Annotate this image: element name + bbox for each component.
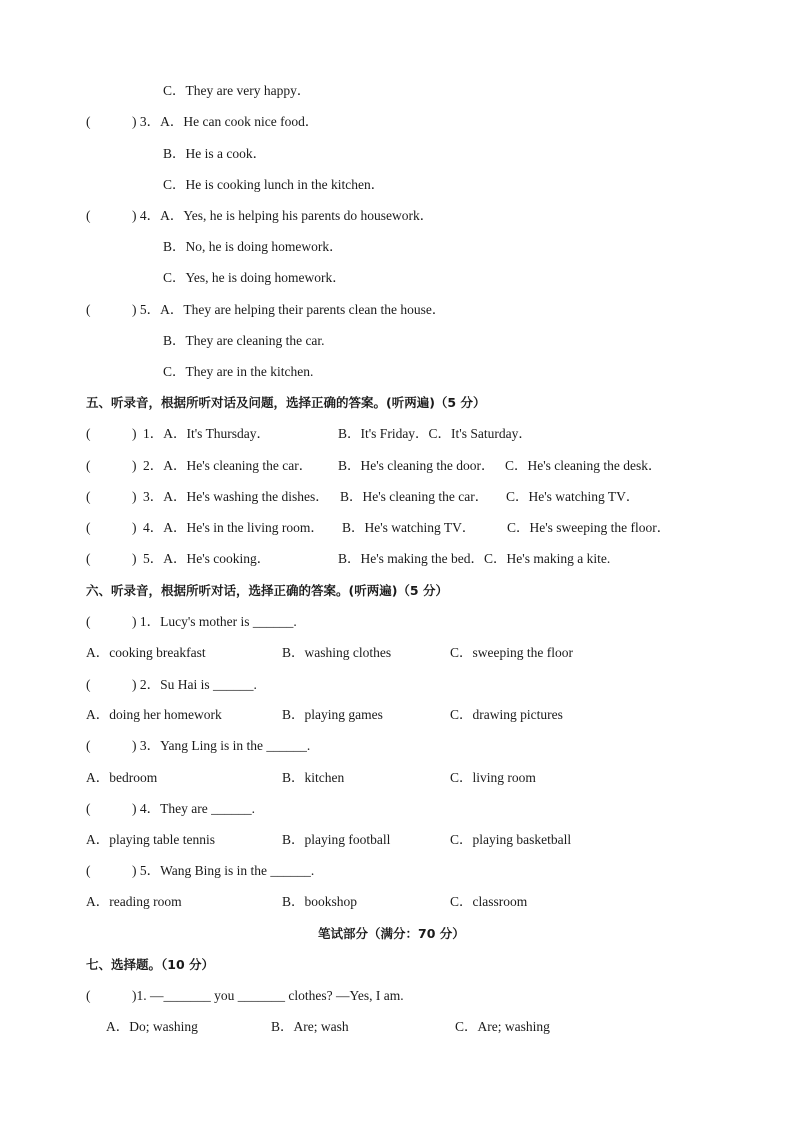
s6-q1-option-c: C．sweeping the floor <box>450 645 573 660</box>
option-b: B．He is a cook． <box>163 146 267 161</box>
question-4-5-stem <box>132 302 445 318</box>
s5-q5-option-a: 5．A．He's cooking． <box>143 551 271 566</box>
option-a: 3．A．He can cook nice food． <box>139 114 319 129</box>
s5-q5-option-b: B．He's making the bed．C．He's making a kite. <box>338 551 611 566</box>
s5-q5-close: ) <box>132 551 137 566</box>
s6-q1-option-b: B．washing clothes <box>282 645 392 660</box>
s6-q4-option-b: B．playing football <box>282 832 391 847</box>
option-c: C．They are very happy． <box>163 83 311 98</box>
s5-q4-paren[interactable]: ( <box>86 520 91 535</box>
s7-q1-option-a: A．Do; washing <box>106 1019 198 1034</box>
s5-q2-option-b: B．He's cleaning the door． <box>338 458 495 473</box>
s5-q1-paren[interactable]: ( <box>86 426 91 441</box>
s6-q3-text: 3．Yang Ling is in the ______. <box>139 738 311 753</box>
s6-q2-paren[interactable]: ( <box>86 677 91 692</box>
option-a: 5．A．They are helping their parents clean the house． <box>139 302 446 317</box>
answer-paren-close: ) <box>132 302 137 317</box>
s6-q1-text: 1．Lucy's mother is ______. <box>139 614 297 629</box>
s6-q2-option-c: C．drawing pictures <box>450 707 563 722</box>
s6-q1-stem: ) 1．Lucy's mother is ______. <box>132 614 297 629</box>
s6-q2-stem: ) 2．Su Hai is ______. <box>132 677 257 692</box>
s7-q1-option-c: C．Are; washing <box>455 1019 550 1034</box>
s6-q3-option-a: A．bedroom <box>86 770 158 785</box>
s6-q4-stem: ) 4．They are ______. <box>132 801 255 816</box>
question-4-4-stem <box>132 208 433 224</box>
question-4-3-stem <box>132 114 318 130</box>
s7-q1-text: 1. —_______ you _______ clothes? —Yes, I am. <box>136 988 404 1003</box>
s6-q3-stem: ) 3．Yang Ling is in the ______. <box>132 738 311 753</box>
question-4-3 <box>86 114 91 130</box>
s5-q1-option-b: B．It's Friday．C．It's Saturday． <box>338 426 532 441</box>
s6-q5-text: 5．Wang Bing is in the ______. <box>139 863 315 878</box>
section-5-heading: 五、听录音，根据所听对话及问题，选择正确的答案。(听两遍)（5 分） <box>86 395 486 410</box>
s5-q2-close: ) <box>132 458 137 473</box>
s6-q4-text: 4．They are ______. <box>139 801 255 816</box>
s5-q2-paren[interactable]: ( <box>86 458 91 473</box>
s5-q1-close: ) <box>132 426 137 441</box>
s6-q5-option-c: C．classroom <box>450 894 528 909</box>
s5-q2-option-c: C．He's cleaning the desk． <box>505 458 662 473</box>
s5-q3-option-c: C．He's watching TV． <box>506 489 640 504</box>
s5-q4-option-c: C．He's sweeping the floor． <box>507 520 671 535</box>
question-4-4[interactable]: ( <box>86 208 91 223</box>
answer-paren-close: ) <box>132 114 137 129</box>
option-b: B．No, he is doing homework． <box>163 239 343 254</box>
section-6-heading: 六、听录音，根据所听对话，选择正确的答案。(听两遍)（5 分） <box>86 583 448 598</box>
answer-paren-open[interactable]: ( <box>86 114 91 129</box>
s6-q2-option-b: B．playing games <box>282 707 383 722</box>
s6-q3-paren[interactable]: ( <box>86 738 91 753</box>
s6-q1-paren[interactable]: ( <box>86 614 91 629</box>
s5-q3-option-b: B．He's cleaning the car． <box>340 489 489 504</box>
s5-q4-option-b: B．He's watching TV． <box>342 520 476 535</box>
s7-q1-option-b: B．Are; wash <box>271 1019 349 1034</box>
s6-q3-option-b: B．kitchen <box>282 770 345 785</box>
s6-q5-stem: ) 5．Wang Bing is in the ______. <box>132 863 315 878</box>
s6-q5-option-b: B．bookshop <box>282 894 358 909</box>
section-7-heading: 七、选择题。（10 分） <box>86 957 214 972</box>
s6-q4-paren[interactable]: ( <box>86 801 91 816</box>
s7-q1-stem: )1. —_______ you _______ clothes? —Yes, I am. <box>132 988 404 1003</box>
option-a: 4．A．Yes, he is helping his parents do housework． <box>139 208 434 223</box>
s5-q3-option-a: 3．A．He's washing the dishes． <box>143 489 329 504</box>
option-c: C．He is cooking lunch in the kitchen． <box>163 177 385 192</box>
written-section-title: 笔试部分（满分：70 分） <box>318 926 465 941</box>
s5-q4-close: ) <box>132 520 137 535</box>
s5-q5-paren[interactable]: ( <box>86 551 91 566</box>
question-4-5[interactable]: ( <box>86 302 91 317</box>
s6-q1-option-a: A．cooking breakfast <box>86 645 206 660</box>
s6-q2-option-a: A．doing her homework <box>86 707 222 722</box>
s6-q5-option-a: A．reading room <box>86 894 182 909</box>
option-c: C．They are in the kitchen. <box>163 364 314 379</box>
s5-q1-option-a: 1．A．It's Thursday． <box>143 426 271 441</box>
s5-q4-option-a: 4．A．He's in the living room． <box>143 520 324 535</box>
s5-q3-paren[interactable]: ( <box>86 489 91 504</box>
option-c: C．Yes, he is doing homework． <box>163 270 346 285</box>
s6-q4-option-a: A．playing table tennis <box>86 832 215 847</box>
option-b: B．They are cleaning the car. <box>163 333 325 348</box>
s6-q3-option-c: C．living room <box>450 770 536 785</box>
answer-paren-close: ) <box>132 208 137 223</box>
s7-q1-paren[interactable]: ( <box>86 988 91 1003</box>
s6-q4-option-c: C．playing basketball <box>450 832 572 847</box>
s6-q2-text: 2．Su Hai is ______. <box>139 677 257 692</box>
s6-q5-paren[interactable]: ( <box>86 863 91 878</box>
s5-q2-option-a: 2．A．He's cleaning the car． <box>143 458 313 473</box>
s5-q3-close: ) <box>132 489 137 504</box>
